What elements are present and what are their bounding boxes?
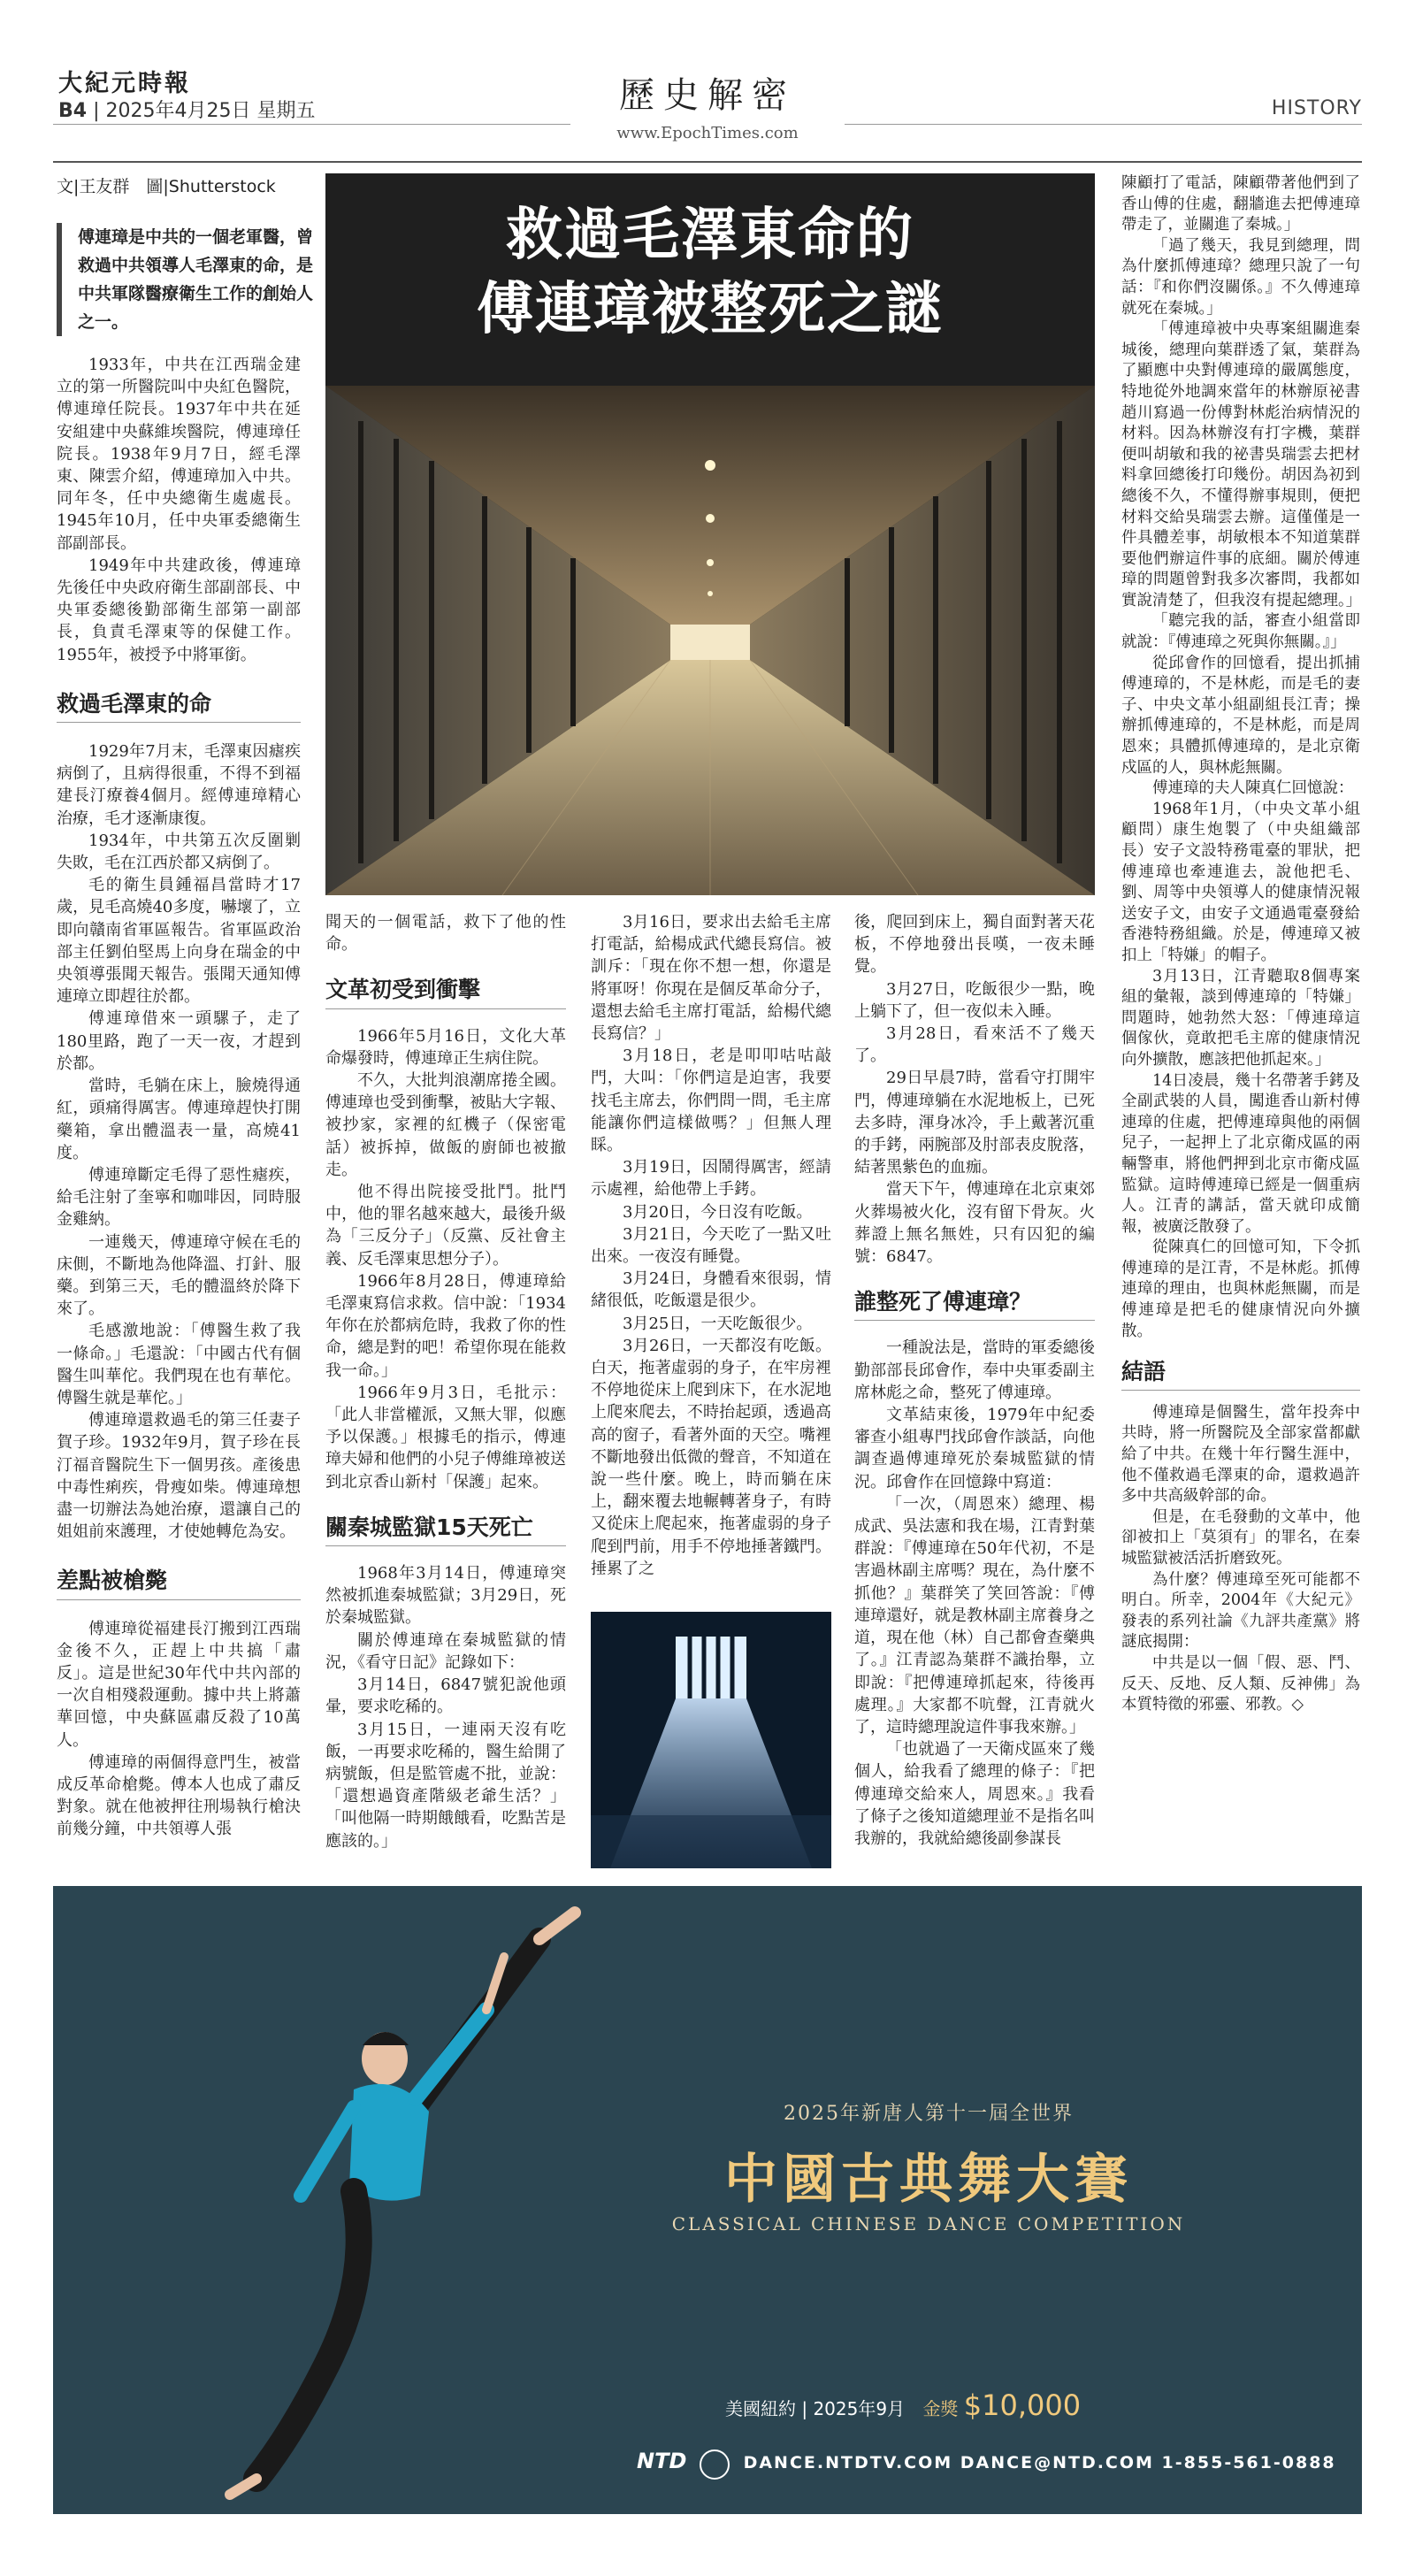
paragraph: 3月28日，看來活不了幾天了。 [854, 1024, 1095, 1066]
paragraph: 1968年3月14日，傅連璋突然被抓進秦城監獄；3月29日，死於秦城監獄。 [325, 1564, 566, 1628]
newspaper-logo: 大紀元時報 [58, 70, 191, 97]
paragraph: 1966年5月16日，文化大革命爆發時，傅連璋正生病住院。 [325, 1026, 566, 1068]
article-column-4 [854, 911, 1095, 1850]
paragraph: 傅連璋是個醫生，當年投奔中共時，將一所醫院及全部家當都獻給了中共。在幾十年行醫生涯中，他不僅救過毛澤東的命，還救過許多中共高級幹部的命。 [1121, 1403, 1360, 1506]
paragraph: 3月26日，一天都沒有吃飯。白天，拖著虛弱的身子，在牢房裡不停地從床上爬到床下，在水泥地上爬來爬去，不時抬起頭，透過高高的窗子，看著外面的天空。嘴裡不斷地發出低微的聲音，不知道在說一些什麼。晚上，時而躺在床上，翻來覆去地輾轉著身子，有時又從床上爬起來，拖著虛弱的身子爬到門前，用手不停地捶著鐵門。捶累了之 [591, 1336, 831, 1578]
prison-window-image [591, 1612, 831, 1868]
paragraph: 「也就過了一天衛戍區來了幾個人，給我看了總理的條子：『把傅連璋交給來人，周恩來。』我看了條子之後知道總理並不是指名叫我辦的，我就給總後副參謀長 [854, 1740, 1095, 1848]
paragraph: 傅連璋的夫人陳真仁回憶說： [1152, 779, 1354, 798]
paragraph: 傅連璋還救過毛的第三任妻子賀子珍。1932年9月，賀子珍在長汀福音醫院生下一個男孩。產後患中毒性痢疾，骨瘦如柴。傅連璋想盡一切辦法為她治療，還讓自己的姐姐前來護理，才使她轉危為安。 [57, 1411, 301, 1542]
paragraph: 關於傅連璋在秦城監獄的情況，《看守日記》記錄如下： [325, 1630, 566, 1672]
paragraph: 1929年7月末，毛澤東因瘧疾病倒了，且病得很重，不得不到福建長汀療養4個月。經傅連璋精心治療，毛才逐漸康復。 [57, 742, 301, 828]
paragraph: 一連幾天，傅連璋守候在毛的床側，不斷地為他降溫、打針、服藥。到第三天，毛的體溫終於降下來了。 [57, 1232, 301, 1319]
paragraph: 3月25日，一天吃飯很少。 [623, 1314, 813, 1333]
page-info: B4 | 2025年4月25日 星期五 [58, 100, 316, 122]
site-url[interactable]: www.EpochTimes.com [616, 124, 799, 142]
header-rule-right [845, 124, 1362, 125]
paragraph: 3月19日，因鬧得厲害，經請示處裡，給他帶上手銬。 [591, 1158, 831, 1200]
paragraph: 傅連璋借來一頭騾子，走了180里路，跑了一天一夜，才趕到於都。 [57, 1009, 301, 1073]
paragraph: 陳顧打了電話，陳顧帶著他們到了香山傅的住處，翻牆進去把傅連璋帶走了，並關進了秦城。」 [1121, 174, 1360, 234]
paragraph: 「聽完我的話，審查小組當即就說：『傅連璋之死與你無關。』」 [1121, 612, 1360, 652]
subheading-cultural-revolution: 文革初受到衝擊 [325, 978, 566, 1008]
paragraph: 毛感激地說：「傅醫生救了我一條命。」毛還說：「中國古代有個醫生叫華佗。我們現在也有華佗。傅醫生就是華佗。」 [57, 1322, 301, 1407]
paragraph: 「傅連璋被中央專案組關進秦城後，總理向葉群透了氣，葉群為了顯應中央對傅連璋的嚴厲態度，特地從外地調來當年的林辦原祕書趙川寫過一份傅對林彪治病情況的材料。因為林辦沒有打字機，葉群便叫胡敏和我的祕書吳瑞雲去把材料拿回總後打印幾份。胡因為初到總後不久，不懂得辦事規則，便把材料交給吳瑞雲去辦。這僅僅是一件具體差事，胡敏根本不知道葉群要他們辦這件事的底細。關於傅連璋的問題曾對我多次審問，我都如實說清楚了，但我沒有提起總理。」 [1121, 320, 1362, 610]
section-english: HISTORY [1271, 97, 1362, 119]
ad-kicker: 2025年新唐人第十一屆全世界 [784, 2103, 1074, 2125]
paragraph: 一種說法是，當時的軍委總後勤部部長邱會作，奉中央軍委副主席林彪之命，整死了傅連璋。 [854, 1338, 1095, 1402]
ad-title-english: CLASSICAL CHINESE DANCE COMPETITION [671, 2213, 1186, 2235]
paragraph: 中共是以一個「假、惡、鬥、反天、反地、反人類、反神佛」為本質特徵的邪靈、邪教。◇ [1121, 1653, 1360, 1714]
subheading-qincheng-prison: 關秦城監獄15天死亡 [325, 1516, 566, 1546]
article-column-3 [591, 911, 831, 1580]
prison-corridor-image [325, 386, 1095, 895]
subheading-who-killed: 誰整死了傅連璋？ [854, 1291, 1095, 1321]
paragraph: 不久，大批判浪潮席捲全國。傅連璋也受到衝擊，被貼大字報、被抄家，家裡的紅機子（保密電話）被拆掉，做飯的廚師也被撤走。 [325, 1071, 566, 1179]
paragraph: 3月18日，老是叩叩咕咕敲門，大叫：「你們這是迫害，我要找毛主席去，你們問一問，毛主席能讓你們這樣做嗎？」但無人理睬。 [591, 1046, 831, 1155]
paragraph: 「一次，（周恩來）總理、楊成武、吳法憲和我在場，江青對葉群說：『傅連璋在50年代初，不是害過林副主席嗎？現在，為什麼不抓他？』葉群笑了笑回答說：『傅連璋還好，就是教林副主席養身之道，現在他（林）自己都會查藥典了。』江青認為葉群不識抬舉，立即說：『把傅連璋抓起來，待後再處理。』大家都不吭聲，江青就火了，這時總理說這件事我來辦。」 [854, 1494, 1095, 1736]
paragraph: 傅連璋從福建長汀搬到江西瑞金後不久，正趕上中共搞「肅反」。這是世紀30年代中共內部的一次自相殘殺運動。據中共上將蕭華回憶，中央蘇區肅反殺了10萬人。 [57, 1619, 301, 1750]
article-column-1 [57, 354, 301, 1841]
paragraph: 當時，毛躺在床上，臉燒得通紅，頭痛得厲害。傅連璋趕快打開藥箱，拿出體溫表一量，高燒41度。 [57, 1077, 301, 1162]
paragraph: 29日早晨7時，當看守打開牢門，傅連璋躺在水泥地板上，已死去多時，渾身冰冷，手上戴著沉重的手銬，兩腕部及肘部表皮脫落，結著黑紫色的血痂。 [854, 1069, 1095, 1177]
paragraph: 為什麼？傅連璋至死可能都不明白。所幸，2004年《大紀元》發表的系列社論《九評共產黨》將謎底揭開： [1121, 1570, 1360, 1652]
paragraph: 從陳真仁的回憶可知，下令抓傅連璋的是江青，不是林彪。抓傅連璋的理由，也與林彪無關，而是傅連璋是把毛的健康情況向外擴散。 [1121, 1238, 1360, 1340]
section-title: 歷史解密 [619, 75, 796, 116]
headline-line-1: 救過毛澤東命的 [506, 203, 914, 268]
prison-corridor-illustration [325, 386, 1095, 895]
paragraph: 1968年1月，（中央文革小組顧問）康生炮製了（中央組織部長）安子文設特務電臺的罪狀，把傅連璋也牽連進去，說他把毛、劉、周等中央領導人的健康情況報送安子文，由安子文通過電臺發給香港特務組織。於是，傅連璋又被扣上「特嫌」的帽子。 [1121, 800, 1360, 964]
issue-date: 2025年4月25日 星期五 [105, 100, 316, 122]
paragraph: 1934年，中共第五次反圍剿失敗，毛在江西於都又病倒了。 [57, 831, 301, 873]
ad-prize-line [725, 2388, 1220, 2422]
article-lead: 傅連璋是中共的一個老軍醫，曾救過中共領導人毛澤東的命，是中共軍隊醫療衛生工作的創始人之一。 [57, 223, 317, 336]
dance-competition-ad[interactable] [53, 1886, 1362, 2514]
subheading-nearly-executed: 差點被槍斃 [57, 1569, 301, 1599]
ad-title: 中國古典舞大賽 [724, 2149, 1133, 2211]
ntd-emblem-icon [700, 2450, 730, 2480]
header-rule-left [53, 124, 570, 125]
ad-prize-label: 金獎 [922, 2398, 959, 2419]
window-light-illustration [591, 1612, 831, 1868]
paragraph: 但是，在毛發動的文革中，他卻被扣上「莫須有」的罪名，在秦城監獄被活活折磨致死。 [1121, 1507, 1360, 1568]
paragraph: 3月15日，一連兩天沒有吃飯，一再要求吃稀的，醫生給開了病號飯，但是監管處不批，並說：「還想過資產階級老爺生活？」「叫他隔一時期餓餓看，吃點苦是應該的。」 [325, 1720, 566, 1851]
paragraph: 毛的衛生員鍾福昌當時才17歲，見毛高燒40多度，嚇壞了，立即向贛南省軍區報告。省軍區政治部主任劉伯堅馬上向身在瑞金的中央領導張聞天報告。張聞天通知傅連璋立即趕往於都。 [57, 876, 301, 1007]
header-rule [53, 161, 1362, 163]
paragraph: 傅連璋的兩個得意門生，被當成反革命槍斃。傅本人也成了肅反對象。就在他被押往刑場執行槍決前幾分鐘，中共領導人張 [57, 1752, 301, 1839]
paragraph: 「過了幾天，我見到總理，問為什麼抓傅連璋？總理只說了一句話：『和你們沒關係。』不久傅連璋就死在秦城。」 [1121, 236, 1360, 318]
paragraph: 3月21日，今天吃了一點又吐出來。一夜沒有睡覺。 [591, 1224, 831, 1267]
article-column-2 [325, 911, 566, 1852]
paragraph: 1966年8月28日，傅連璋給毛澤東寫信求救。信中說：「1934年你在於都病危時，我救了你的性命，總是對的吧！希望你現在能救我一命。」 [325, 1271, 566, 1380]
paragraph: 14日凌晨，幾十名帶著手銬及全副武裝的人員，闖進香山新村傅連璋的住處，把傅連璋與他的兩個兒子，一起押上了北京衛戍區的兩輛警車，將他們押到北京市衛戍區監獄。這時傅連璋已經是一個重病人。江青的講話，當天就印成簡報，被廣泛散發了。 [1121, 1071, 1360, 1236]
ntd-logo: NTD [637, 2449, 687, 2473]
paragraph: 3月16日，要求出去給毛主席打電話，給楊成武代總長寫信。被訓斥：「現在你不想一想，你還是將軍呀！你現在是個反革命分子，還想去給毛主席打電話，給楊代總長寫信？」 [591, 913, 831, 1044]
paragraph: 1933年，中共在江西瑞金建立的第一所醫院叫中央紅色醫院，傅連璋任院長。1937年中共在延安組建中央蘇維埃醫院，傅連璋任院長。1938年9月7日，經毛澤東、陳雲介紹，傅連璋加入中共。同年冬，任中央總衛生處處長。1945年10月，任中央軍委總衛生部副部長。 [57, 356, 301, 553]
paragraph: 3月27日，吃飯很少一點，晚上躺下了，但一夜似未入睡。 [854, 979, 1095, 1021]
ad-contact-bar [637, 2449, 1344, 2480]
subheading-conclusion: 結語 [1121, 1361, 1360, 1391]
paragraph: 聞天的一個電話，救下了他的性命。 [325, 913, 566, 954]
paragraph: 3月13日，江青聽取8個專案組的彙報，談到傅連璋的「特嫌」問題時，她勃然大怒：「傅連璋這個傢伙，竟敢把毛主席的健康情況向外擴散，應該把他抓起來。」 [1121, 967, 1360, 1069]
headline-box [325, 173, 1095, 386]
paragraph: 後，爬回到床上，獨自面對著天花板，不停地發出長嘆，一夜未睡覺。 [854, 913, 1095, 977]
dancer-illustration [195, 1904, 619, 2505]
headline-line-2: 傅連璋被整死之謎 [477, 277, 944, 342]
subheading-saved-mao: 救過毛澤東的命 [57, 693, 301, 723]
ad-prize-amount: $10,000 [963, 2388, 1082, 2422]
paragraph: 他不得出院接受批鬥。批鬥中，他的罪名越來越大，最後升級為「三反分子」（反黨、反社會主義、反毛澤東思想分子）。 [325, 1183, 566, 1269]
paragraph: 當天下午，傅連璋在北京東郊火葬場被火化，沒有留下骨灰。火葬證上無名無姓，只有囚犯的編號：6847。 [854, 1180, 1095, 1267]
paragraph: 1949年中共建政後，傅連璋先後任中央政府衛生部副部長、中央軍委總後勤部衛生部第一副部長，負責毛澤東等的保健工作。1955年，被授予中將軍銜。 [57, 556, 301, 664]
ad-location-date: 美國紐約 | 2025年9月 [725, 2398, 906, 2419]
paragraph: 3月14日，6847號犯說他頭暈，要求吃稀的。 [325, 1675, 566, 1717]
article-column-5 [1121, 173, 1360, 1716]
paragraph: 傅連璋斷定毛得了惡性瘧疾，給毛注射了奎寧和咖啡因，同時服金雞納。 [57, 1165, 301, 1230]
paragraph: 1966年9月3日，毛批示：「此人非當權派，又無大罪，似應予以保護。」根據毛的指示，傅連璋夫婦和他們的小兒子傅維璋被送到北京香山新村「保護」起來。 [325, 1383, 566, 1491]
paragraph: 文革結束後，1979年中紀委審查小組專門找邱會作談話，向他調查過傅連璋死於秦城監獄的情況。邱會作在回憶錄中寫道： [854, 1406, 1095, 1491]
paragraph: 3月24日，身體看來很弱，情緒很低，吃飯還是很少。 [591, 1269, 831, 1311]
page-number: B4 [58, 100, 88, 122]
paragraph: 3月20日，今日沒有吃飯。 [623, 1202, 813, 1222]
paragraph: 從邱會作的回憶看，提出抓捕傅連璋的，不是林彪，而是毛的妻子、中央文革小組副組長江青；操辦抓傅連璋的，不是林彪，而是周恩來；具體抓傅連璋的，是北京衛戍區的人，與林彪無關。 [1121, 654, 1360, 777]
byline: 文|王友群 圖|Shutterstock [57, 177, 276, 196]
ad-contact-info[interactable]: DANCE.NTDTV.COM DANCE@NTD.COM 1-855-561-0888 [743, 2453, 1336, 2472]
